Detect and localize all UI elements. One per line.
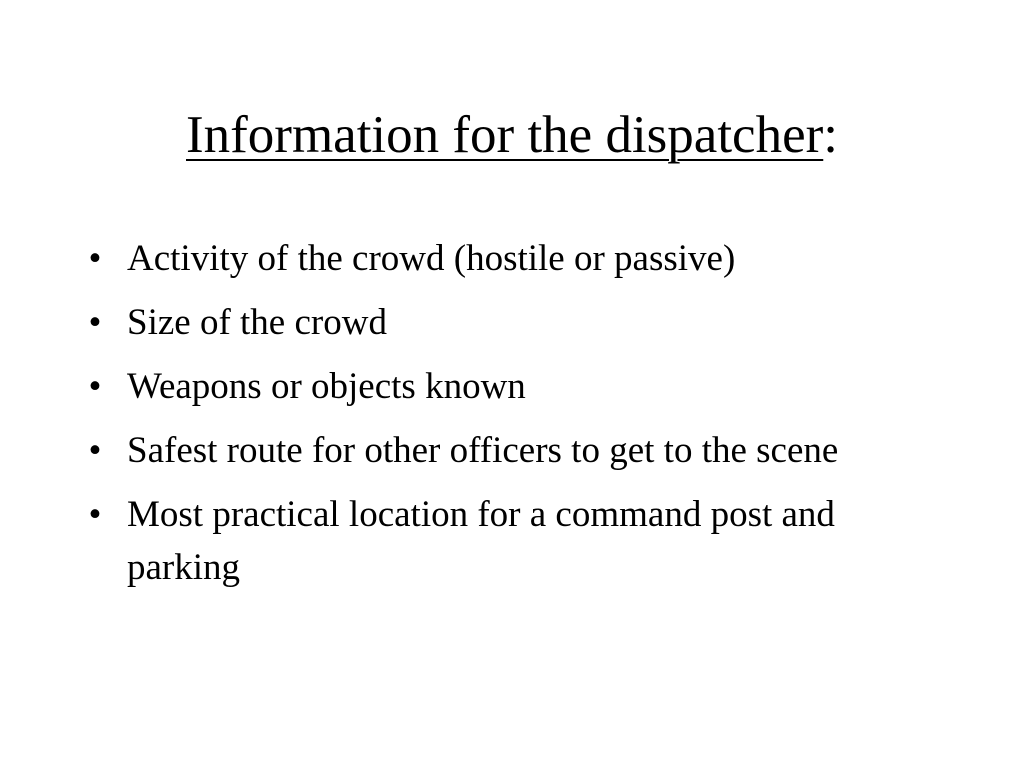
bullet-text: Most practical location for a command post and parking [127,494,835,588]
bullet-icon: • [88,366,102,407]
bullet-list [85,232,945,605]
bullet-text: Weapons or objects known [127,366,526,407]
slide-title-text: Information for the dispatcher [186,106,824,164]
bullet-text: Safest route for other officers to get to the scene [127,430,839,471]
bullet-item [85,360,945,413]
bullet-item [85,232,945,285]
bullet-icon: • [88,238,102,279]
bullet-text: Size of the crowd [127,302,387,343]
bullet-icon: • [88,302,102,343]
bullet-item [85,296,945,349]
slide-title-colon: : [823,106,838,164]
bullet-icon: • [88,494,102,535]
bullet-icon: • [88,430,102,471]
slide-title [0,103,1024,167]
bullet-text: Activity of the crowd (hostile or passive) [127,238,736,279]
bullet-item [85,424,945,477]
bullet-item [85,488,945,594]
